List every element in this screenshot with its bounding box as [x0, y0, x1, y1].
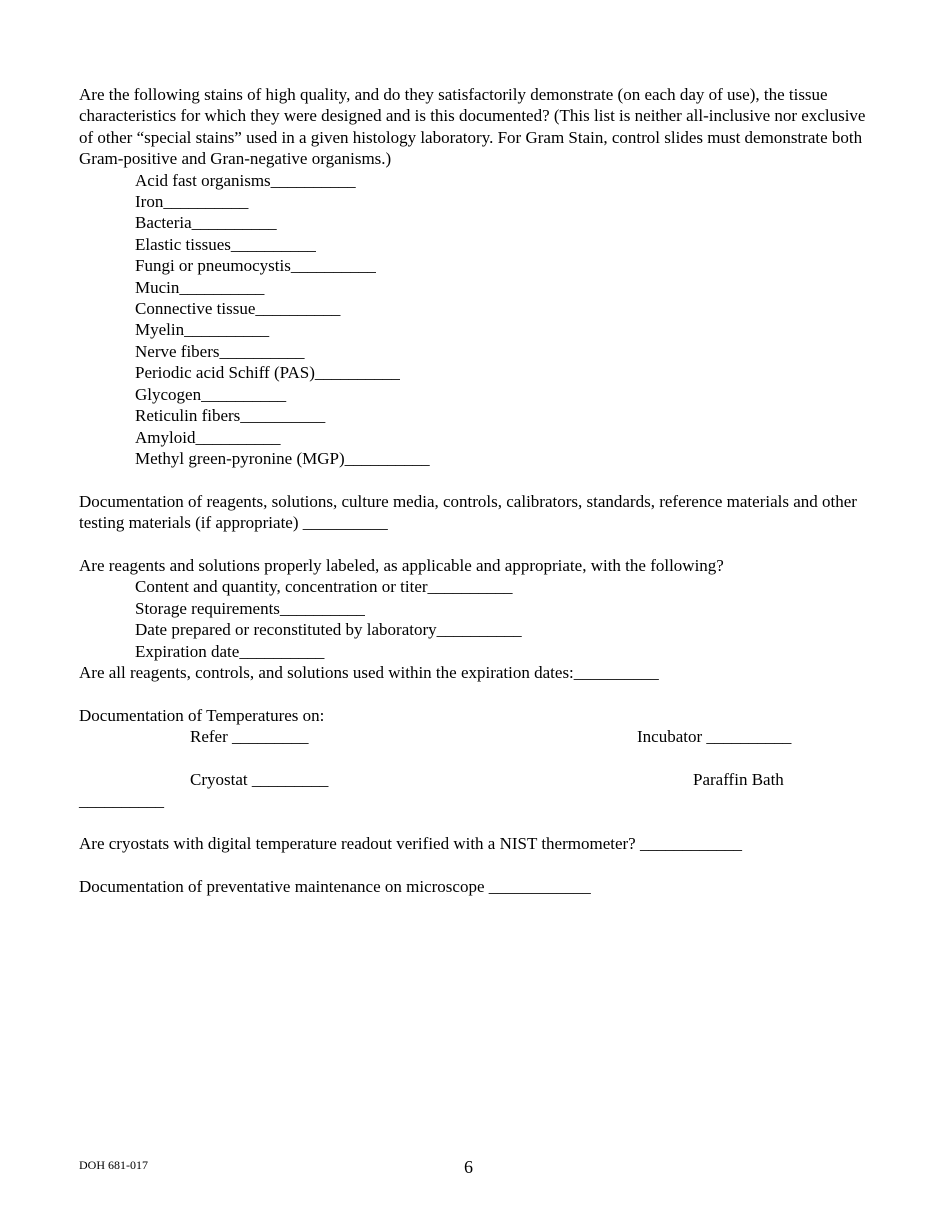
label-item-storage: Storage requirements__________ [135, 598, 365, 618]
stain-item-elastic: Elastic tissues__________ [135, 234, 316, 254]
temperatures-heading: Documentation of Temperatures on: [79, 705, 325, 725]
stain-item-acid-fast: Acid fast organisms__________ [135, 170, 356, 190]
label-item-expiration: Expiration date__________ [135, 641, 325, 661]
stain-item-reticulin: Reticulin fibers__________ [135, 406, 326, 426]
stain-item-fungi: Fungi or pneumocystis__________ [135, 256, 376, 276]
stain-item-bacteria: Bacteria__________ [135, 213, 277, 233]
stain-item-amyloid: Amyloid__________ [135, 427, 281, 447]
stain-item-mucin: Mucin__________ [135, 277, 265, 297]
labels-question: Are reagents and solutions properly labeled, as applicable and appropriate, with the following? [79, 555, 724, 575]
temp-paraffin-bath: Paraffin Bath [693, 769, 784, 789]
label-item-content: Content and quantity, concentration or titer__________ [135, 577, 513, 597]
temperatures-row-1 [79, 726, 869, 747]
temp-incubator: Incubator __________ [637, 727, 792, 747]
stain-item-myelin: Myelin__________ [135, 320, 270, 340]
temperatures-row-2 [79, 769, 869, 790]
temp-cryostat: Cryostat _________ [190, 769, 329, 789]
stain-item-iron: Iron__________ [135, 192, 249, 212]
stain-item-glycogen: Glycogen__________ [135, 384, 287, 404]
stain-item-nerve: Nerve fibers__________ [135, 341, 305, 361]
temp-refer: Refer _________ [190, 727, 309, 747]
form-number: DOH 681-017 [79, 1158, 148, 1172]
stain-item-mgp: Methyl green-pyronine (MGP)__________ [135, 448, 430, 468]
temp-paraffin-blank: __________ [79, 791, 164, 811]
page-number: 6 [464, 1157, 473, 1177]
stain-item-pas: Periodic acid Schiff (PAS)__________ [135, 363, 400, 383]
label-item-date-prepared: Date prepared or reconstituted by laboratory__________ [135, 620, 522, 640]
reagents-documentation: Documentation of reagents, solutions, culture media, controls, calibrators, standards, reference materials and other testing materials (if appropriate) __________ [79, 491, 857, 533]
stain-item-connective: Connective tissue__________ [135, 299, 341, 319]
expiration-question: Are all reagents, controls, and solutions used within the expiration dates:__________ [79, 662, 659, 682]
stains-question: Are the following stains of high quality, and do they satisfactorily demonstrate (on each day of use), the tissue characteristics for which they were designed and is this documented? (This list is neither all-inclusive nor exclusive of other “special stains” used in a given histology laboratory. For Gram Stain, control slides must demonstrate both Gram-positive and Gran-negative organisms.) [79, 85, 866, 169]
cryostat-question: Are cryostats with digital temperature readout verified with a NIST thermometer? ____________ [79, 834, 742, 854]
stains-list [79, 170, 869, 470]
microscope-documentation: Documentation of preventative maintenance on microscope ____________ [79, 876, 591, 896]
document-body [79, 84, 869, 897]
